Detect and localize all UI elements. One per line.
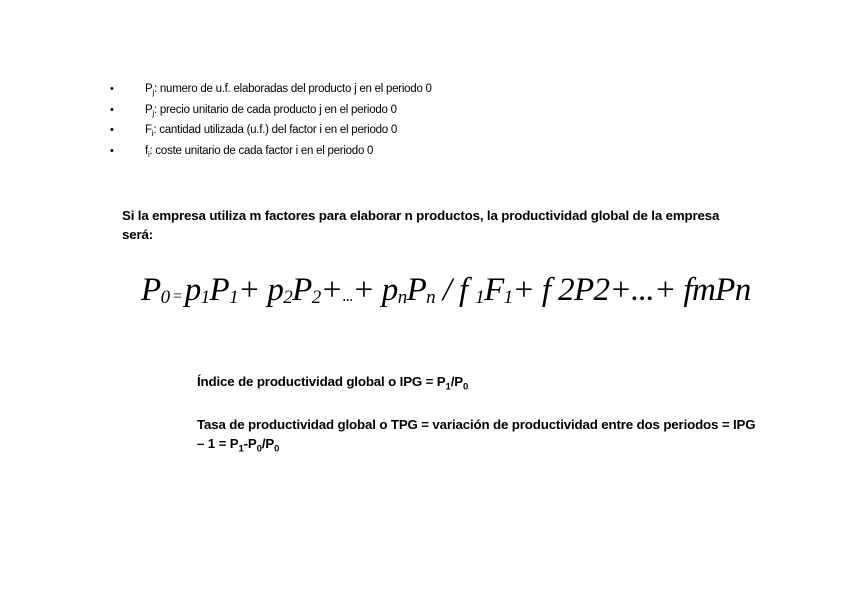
bullet-marker: •	[110, 124, 114, 136]
productivity-formula: P0 = p1P1+ p2P2+...+ pnPn / f 1F1+ f 2P2+...+ fmPn	[141, 272, 751, 308]
bullet-marker: •	[110, 103, 114, 116]
bullet-marker: •	[110, 83, 114, 95]
definition-text: $P_j$: precio unitario de cada producto j en el periodo 0	[145, 103, 397, 118]
tpg-definition: Tasa de productividad global o TPG = variación de productividad entre dos periodos = IPG – $1 = P_1-P_0/P_0$	[197, 417, 756, 455]
intro-paragraph: Si la empresa utiliza m factores para elaborar n productos, la productividad global de la empresa será:	[122, 208, 720, 242]
ipg-definition: Índice de productividad global o IPG = $P_1/P_0$	[197, 374, 469, 393]
definition-text: $F_i$: cantidad utilizada (u.f.) del factor i en el periodo 0	[145, 124, 397, 138]
definition-text: $P_j$: numero de u.f. elaboradas del producto j en el periodo 0	[145, 83, 432, 97]
definition-text: $f_i$: coste unitario de cada factor i en el periodo 0	[145, 144, 374, 159]
bullet-marker: •	[110, 144, 114, 157]
